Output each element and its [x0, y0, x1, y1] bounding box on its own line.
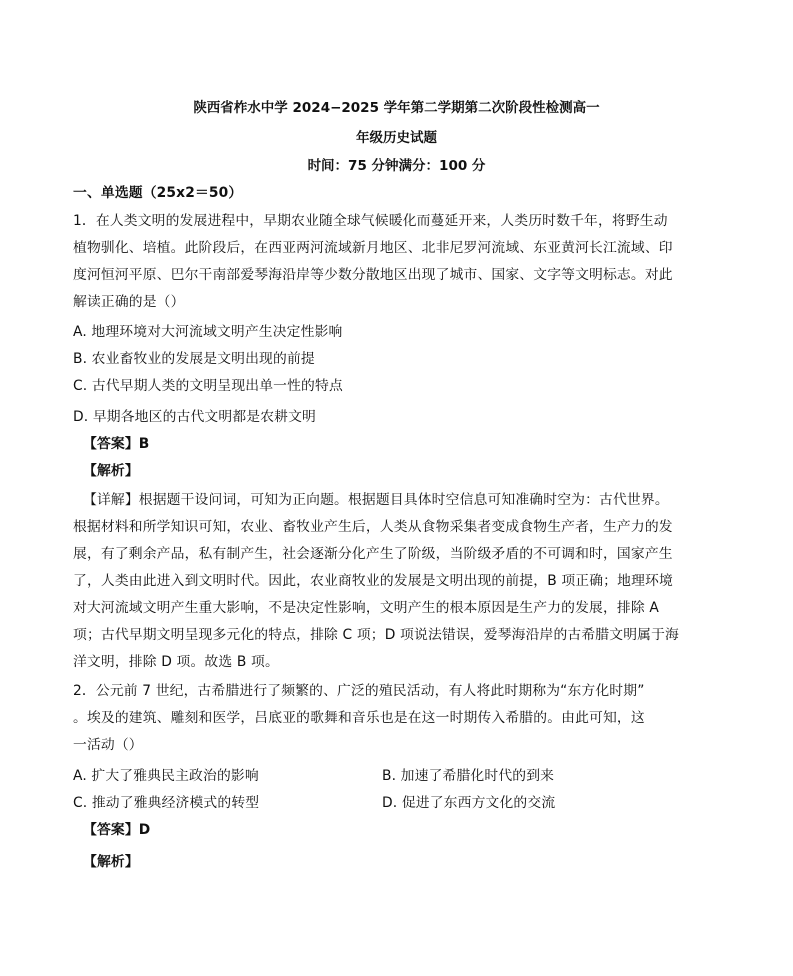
- q2-option-a: A. 扩大了雅典民主政治的影响: [73, 768, 259, 784]
- q1-option-d: D. 早期各地区的古代文明都是农耕文明: [73, 409, 316, 425]
- q2-stem-line: 。埃及的建筑、雕刻和医学，吕底亚的歌舞和音乐也是在这一时期传入希腊的。由此可知，这: [73, 710, 645, 726]
- exam-title-line1: 陕西省柞水中学 2024−2025 学年第二学期第二次阶段性检测高一: [193, 100, 600, 116]
- q2-stem-line: 一活动（）: [73, 737, 143, 753]
- q1-analysis-label: 【解析】: [83, 463, 139, 479]
- q1-detail-line: 展，有了剩余产品，私有制产生，社会逐渐分化产生了阶级，当阶级矛盾的不可调和时，国家产生: [73, 546, 673, 562]
- exam-title-line2: 年级历史试题: [356, 130, 437, 146]
- q1-detail-line: 根据材料和所学知识可知，农业、畜牧业产生后，人类从食物采集者变成食物生产者，生产力的发: [73, 519, 673, 535]
- q2-answer: 【答案】D: [83, 822, 151, 838]
- q1-option-c: C. 古代早期人类的文明呈现出单一性的特点: [73, 378, 343, 394]
- q2-option-d: D. 促进了东西方文化的交流: [382, 795, 556, 811]
- q1-stem-line: 解读正确的是（）: [73, 294, 185, 310]
- q1-detail-line: 对大河流域文明产生重大影响，不是决定性影响，文明产生的根本原因是生产力的发展，排除 A: [73, 600, 659, 616]
- q1-answer: 【答案】B: [83, 436, 150, 452]
- q1-detail-line: 了，人类由此进入到文明时代。因此，农业商牧业的发展是文明出现的前提，B 项正确；地理环境: [73, 573, 673, 589]
- section-heading: 一、单选题（25x2＝50）: [73, 185, 243, 201]
- q2-analysis-label: 【解析】: [83, 854, 139, 870]
- q1-option-a: A. 地理环境对大河流域文明产生决定性影响: [73, 324, 343, 340]
- q1-stem-line: 植物驯化、培植。此阶段后，在西亚两河流域新月地区、北非尼罗河流域、东亚黄河长江流域、印: [73, 240, 673, 256]
- q1-stem-line: 1．在人类文明的发展进程中，早期农业随全球气候暖化而蔓延开来，人类历时数千年，将野生动: [73, 213, 668, 229]
- q1-detail-line: 洋文明，排除 D 项。故选 B 项。: [73, 654, 279, 670]
- q2-option-b: B. 加速了希腊化时代的到来: [382, 768, 555, 784]
- q2-option-c: C. 推动了雅典经济模式的转型: [73, 795, 260, 811]
- q1-detail-line: 项；古代早期文明呈现多元化的特点，排除 C 项；D 项说法错误，爱琴海沿岸的古希腊文明属于海: [73, 627, 679, 643]
- q1-stem-line: 度河恒河平原、巴尔干南部爱琴海沿岸等少数分散地区出现了城市、国家、文字等文明标志。对此: [73, 267, 673, 283]
- q1-option-b: B. 农业畜牧业的发展是文明出现的前提: [73, 351, 315, 367]
- q2-stem-line: 2．公元前 7 世纪，古希腊进行了频繁的、广泛的殖民活动，有人将此时期称为“东方化时期”: [73, 683, 645, 699]
- q1-detail-line: 【详解】根据题干设问词，可知为正向题。根据题目具体时空信息可知准确时空为：古代世界。: [83, 492, 669, 508]
- exam-time-info: 时间：75 分钟满分：100 分: [307, 158, 486, 174]
